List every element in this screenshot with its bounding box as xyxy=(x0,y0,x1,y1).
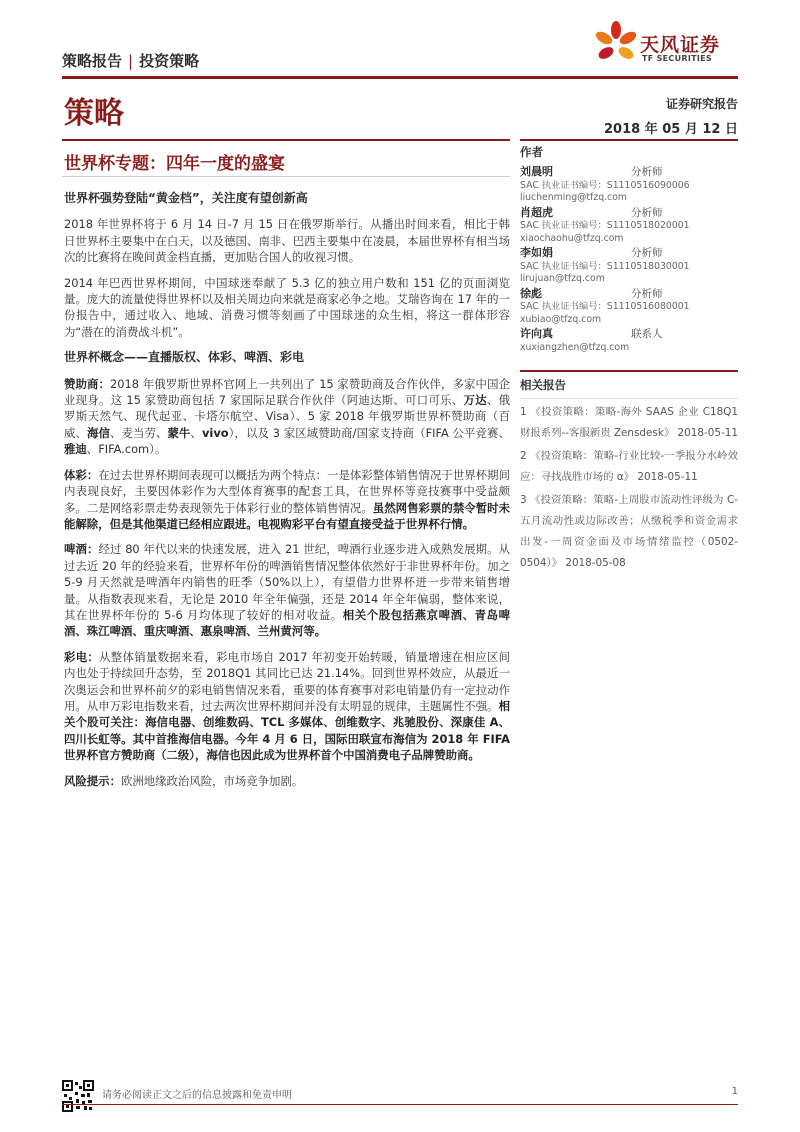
paragraph-audience: 2014 年巴西世界杯期间，中国球迷奉献了 5.3 亿的独立用户数和 151 亿的页面浏览量。庞大的流量使得世界杯以及相关周边向来就是商家必争之地。艾瑞咨询在 17 年的一份报告中，通过收入、地域、消费习惯等刻画了中国球迷的众生相，将这一群体形容为“潜在的消费战斗机”。 xyxy=(64,275,510,339)
paragraph-sponsor xyxy=(64,376,510,458)
author-role: 分析师 xyxy=(631,206,663,219)
author-cert: SAC 执业证书编号：S1110518030001 xyxy=(520,260,690,272)
sponsor-highlight: 蒙牛 xyxy=(167,425,191,440)
main-body xyxy=(64,190,510,798)
header-divider xyxy=(62,76,738,79)
tv-highlight: 相关个股可关注：海信电器、创维数码、TCL 多媒体、创维数字、兆驰股份、深康佳 A、四川长虹等。其中首推海信电器。今年 4 月 6 日，国际田联宣布海信为 2018 年 FIFA 世界杯官方赞助商（二级），海信也因此成为世界杯首个中国消费电子品牌赞助商。 xyxy=(64,698,510,763)
sponsor-text: 、FIFA.com）。 xyxy=(86,442,167,457)
author-email[interactable]: liuchenming@tfzq.com xyxy=(520,192,627,203)
sidebar xyxy=(520,139,738,574)
author-role: 分析师 xyxy=(631,166,663,178)
related-heading: 相关报告 xyxy=(520,377,738,399)
sponsor-highlight: vivo xyxy=(202,425,229,440)
paragraph-risk xyxy=(64,773,510,789)
author-entry xyxy=(520,247,738,286)
authors-heading: 作者 xyxy=(520,145,543,159)
author-role: 联系人 xyxy=(631,328,663,340)
header-breadcrumb xyxy=(62,50,199,71)
author-role: 分析师 xyxy=(631,287,663,300)
author-email[interactable]: xiaochaohu@tfzq.com xyxy=(520,232,624,244)
related-report-link[interactable]: 1 《投资策略：策略-海外 SAAS 企业 C18Q1 财报系列--客服新贵 Zensdesk》 2018-05-11 xyxy=(520,406,738,439)
footer-divider xyxy=(62,1104,738,1105)
author-email[interactable]: lirujuan@tfzq.com xyxy=(520,273,605,284)
sponsor-text: 、俄罗斯天然气、现代起亚、卡塔尔航空、Visa）、5 家 2018 年俄罗斯世界杯赞助商（百威、 xyxy=(64,393,510,440)
risk-text: 欧洲地缘政治风险，市场竞争加剧。 xyxy=(120,773,304,788)
header-separator: | xyxy=(128,52,134,70)
page-number: 1 xyxy=(731,1086,738,1097)
author-entry xyxy=(520,328,738,354)
tv-label: 彩电： xyxy=(64,649,100,664)
sponsor-label: 赞助商： xyxy=(64,376,111,391)
main-title: 世界杯专题：四年一度的盛宴 xyxy=(64,154,285,174)
author-name: 刘晨明 xyxy=(520,165,553,178)
beer-label: 啤酒： xyxy=(64,542,99,557)
paragraph-intro: 2018 年世界杯将于 6 月 14 日-7 月 15 日在俄罗斯举行。从播出时间来看，相比于韩日世界杯主要集中在白天，以及德国、南非、巴西主要集中在凌晨，本届世界杯有相当场次的比赛将在晚间黄金档直播，更加贴合国人的收视习惯。 xyxy=(64,217,510,265)
title-divider xyxy=(62,139,510,141)
sponsor-highlight: 万达 xyxy=(463,393,487,408)
author-cert: SAC 执业证书编号：S1110516090006 xyxy=(520,179,690,191)
sponsor-text: 、麦当劳、 xyxy=(110,425,168,440)
title-underline xyxy=(62,176,510,177)
author-cert: SAC 执业证书编号：S1110516080001 xyxy=(520,301,690,312)
subtitle: 世界杯强势登陆“黄金档”，关注度有望创新高 xyxy=(64,191,308,205)
author-email[interactable]: xuxiangzhen@tfzq.com xyxy=(520,341,630,353)
lottery-text: 在过去世界杯期间表现可以概括为两个特点：一是体彩整体销售情况于世界杯期间内表现良好，主要因体彩作为大型体育赛事的配套工具，在世界杯等竞技赛事中受益颇多。二是网络彩票走势表现领先于体彩行业的整体销售情况。 xyxy=(64,467,510,515)
sponsor-highlight: 海信 xyxy=(87,425,110,440)
beer-highlight: 相关个股包括燕京啤酒、青岛啤酒、珠江啤酒、重庆啤酒、惠泉啤酒、兰州黄河等。 xyxy=(64,607,510,639)
sponsor-text: 、 xyxy=(190,425,202,440)
author-name: 李如娟 xyxy=(520,246,553,259)
section-title: 世界杯概念——直播版权、体彩、啤酒、彩电 xyxy=(64,350,305,365)
author-email[interactable]: xubiao@tfzq.com xyxy=(520,313,602,325)
author-name: 徐彪 xyxy=(520,286,542,300)
risk-label: 风险提示： xyxy=(64,773,121,788)
sponsor-text: 2018 年俄罗斯世界杯官网上一共列出了 15 家赞助商及合作伙伴，多家中国企业现身。这 15 家赞助商包括 7 家国际足联合作伙伴（阿迪达斯、可口可乐、 xyxy=(64,376,510,408)
tv-text: 从整体销量数据来看，彩电市场自 2017 年初变开始转暖，销量增速在相应区间内也处于持续回升态势，至 2018Q1 其同比已达 21.14%。回到世界杯效应，从最近一次奥运会和世界杯前夕的彩电销售情况来看，重要的体育赛事对彩电销量仍有一定拉动作用。从申万彩电指数来看，过去两次世界杯期间并没有太明显的规律，主题属性不强。 xyxy=(64,649,510,713)
author-name: 许向真 xyxy=(520,327,553,340)
related-report-link[interactable]: 2 《投资策略：策略-行业比较-一季报分水岭效应：寻找战胜市场的 α》 2018-05-11 xyxy=(520,450,738,483)
header-subcategory: 投资策略 xyxy=(139,52,200,70)
author-entry xyxy=(520,207,738,246)
author-name: 肖超虎 xyxy=(520,205,553,219)
paragraph-lottery xyxy=(64,467,510,533)
sponsor-highlight: 雅迪 xyxy=(64,442,87,457)
report-type: 证券研究报告 xyxy=(665,97,738,111)
sponsor-text: ），以及 3 家区域赞助商/国家支持商（FIFA 公平竞赛、 xyxy=(228,425,510,440)
sidebar-divider xyxy=(520,139,738,141)
lottery-label: 体彩： xyxy=(64,467,99,482)
header-category: 策略报告 xyxy=(62,52,123,70)
related-report-link[interactable]: 3 《投资策略：策略-上周股市流动性评级为 C-五月流动性或边际改善；从缴税季和资金需求出发-一周资金面及市场情绪监控（0502-0504）》 2018-05-08 xyxy=(520,494,738,569)
logo-text-cn: 天风证券 xyxy=(640,34,721,56)
related-divider xyxy=(520,370,738,372)
beer-text: 经过 80 年代以来的快速发展，进入 21 世纪，啤酒行业逐步进入成熟发展期。从过去近 20 年的经验来看，世界杯年份的啤酒销售情况整体依然好于非世界杯年份。加之 5-9 月天然就是啤酒年内销售的旺季（50%以上），有望借力世界杯进一步带来销售增量。从指数表现来看，无论是 2010 年全年偏强，还是 2014 年全年偏弱，整体来说，其在世界杯年份的 5-6 月均体现了较好的相对收益。 xyxy=(64,542,510,622)
footer-disclaimer: 请务必阅读正文之后的信息披露和免责申明 xyxy=(102,1090,292,1101)
paragraph-tv xyxy=(64,649,510,764)
report-date: 2018 年 05 月 12 日 xyxy=(604,122,738,137)
logo-text-en: TF SECURITIES xyxy=(642,54,712,63)
paragraph-beer xyxy=(64,541,510,639)
author-entry xyxy=(520,288,738,327)
qr-code-icon xyxy=(62,1080,94,1112)
author-cert: SAC 执业证书编号：S1110518020001 xyxy=(520,220,690,231)
author-entry xyxy=(520,166,738,205)
author-role: 分析师 xyxy=(631,247,663,259)
page-title: 策略 xyxy=(64,96,124,131)
lottery-highlight: 虽然网售彩票的禁令暂时未能解除，但是其他渠道已经相应跟进。电视购彩平台有望直接受益于世界杯行情。 xyxy=(64,500,510,531)
